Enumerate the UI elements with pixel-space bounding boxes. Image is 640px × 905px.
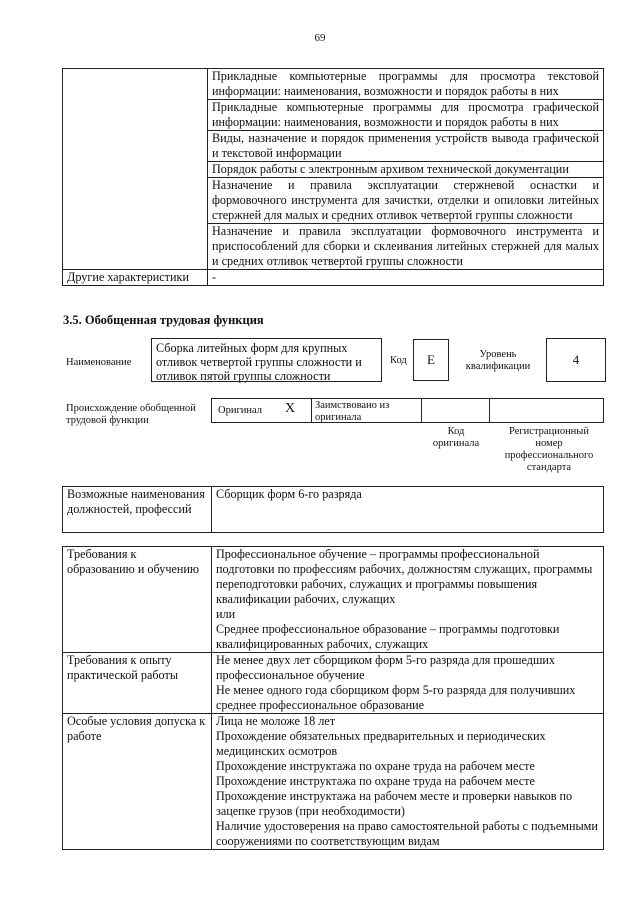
education-label: Требования к образованию и обучению bbox=[63, 547, 212, 653]
admission-value bbox=[212, 714, 604, 850]
text-line: Прохождение инструктажа по охране труда на рабочем месте bbox=[216, 759, 535, 773]
registration-caption: Регистрационный номер профессионального стандарта bbox=[504, 426, 594, 473]
requirements-table bbox=[62, 546, 604, 850]
positions-label: Возможные наименования должностей, профессий bbox=[63, 487, 212, 533]
code-label: Код bbox=[390, 355, 407, 366]
borrowed-label: Заимствовано из оригинала bbox=[315, 400, 390, 423]
function-name-box bbox=[151, 338, 382, 382]
table-row bbox=[63, 69, 604, 100]
text-line: Наличие удостоверения на право самостоятельной работы с подъемными сооружениями по соответствующим видам bbox=[216, 819, 598, 848]
table-cell: Назначение и правила эксплуатации формовочного инструмента и приспособлений для сборки и склеивания литейных стержней для малых и средних отливок четвертой группы сложности bbox=[208, 224, 604, 270]
level-label: Уровень квалификации bbox=[465, 349, 531, 372]
table-cell-empty bbox=[63, 69, 208, 270]
level-value: 4 bbox=[572, 352, 580, 367]
level-box bbox=[546, 338, 606, 382]
text-line: Среднее профессиональное образование – программы подготовки квалифицированных рабочих, служащих bbox=[216, 622, 560, 651]
text-line: или bbox=[216, 607, 236, 621]
table-row bbox=[63, 653, 604, 714]
origin-divider bbox=[311, 398, 312, 423]
name-label: Наименование bbox=[66, 357, 132, 368]
experience-label: Требования к опыту практической работы bbox=[63, 653, 212, 714]
table-cell: Прикладные компьютерные программы для просмотра графической информации: наименования, возможности и порядок работы в них bbox=[208, 100, 604, 131]
function-name-value: Сборка литейных форм для крупных отливок четвертой группы сложности и отливок пятой группы сложности bbox=[156, 341, 362, 383]
education-value bbox=[212, 547, 604, 653]
other-characteristics-label: Другие характеристики bbox=[63, 270, 208, 286]
text-line: Профессиональное обучение – программы профессиональной подготовки по профессиям рабочих, должностям служащих, программы переподготовки рабочих, служащих и программы повышения квалификации рабочих, служащих bbox=[216, 547, 593, 606]
text-line: Прохождение инструктажа на рабочем месте и проверки навыков по зацепке грузов (при необходимости) bbox=[216, 789, 573, 818]
code-original-caption: Код оригинала bbox=[432, 426, 480, 449]
section-title: 3.5. Обобщенная трудовая функция bbox=[63, 313, 264, 327]
experience-value bbox=[212, 653, 604, 714]
text-line: Прохождение обязательных предварительных и периодических медицинских осмотров bbox=[216, 729, 546, 758]
positions-value: Сборщик форм 6-го разряда bbox=[212, 487, 604, 533]
knowledge-table bbox=[62, 68, 604, 286]
table-row bbox=[63, 270, 604, 286]
code-value: E bbox=[427, 352, 435, 367]
code-box bbox=[413, 339, 449, 381]
table-row bbox=[63, 714, 604, 850]
original-label: Оригинал bbox=[218, 405, 262, 416]
table-row bbox=[63, 487, 604, 533]
table-cell: Виды, назначение и порядок применения устройств вывода графической и текстовой информации bbox=[208, 131, 604, 162]
admission-label: Особые условия допуска к работе bbox=[63, 714, 212, 850]
text-line: Лица не моложе 18 лет bbox=[216, 714, 336, 728]
table-cell: Порядок работы с электронным архивом технической документации bbox=[208, 162, 604, 178]
table-cell: Назначение и правила эксплуатации стержневой оснастки и формовочного инструмента для зачистки, отделки и опиловки литейных стержней для малых и средних отливок четвертой группы сложности bbox=[208, 178, 604, 224]
table-cell: Прикладные компьютерные программы для просмотра текстовой информации: наименования, возможности и порядок работы в них bbox=[208, 69, 604, 100]
origin-divider bbox=[421, 398, 422, 423]
text-line: Прохождение инструктажа по охране труда на рабочем месте bbox=[216, 774, 535, 788]
text-line: Не менее одного года сборщиком форм 5-го разряда для получивших среднее профессиональное образование bbox=[216, 683, 576, 712]
original-mark: X bbox=[285, 401, 296, 416]
origin-divider bbox=[489, 398, 490, 423]
origin-label: Происхождение обобщенной трудовой функции bbox=[66, 403, 196, 426]
text-line: Не менее двух лет сборщиком форм 5-го разряда для прошедших профессиональное обучение bbox=[216, 653, 555, 682]
positions-table bbox=[62, 486, 604, 533]
table-row bbox=[63, 547, 604, 653]
other-characteristics-value: - bbox=[208, 270, 604, 286]
page-number: 69 bbox=[314, 32, 326, 44]
